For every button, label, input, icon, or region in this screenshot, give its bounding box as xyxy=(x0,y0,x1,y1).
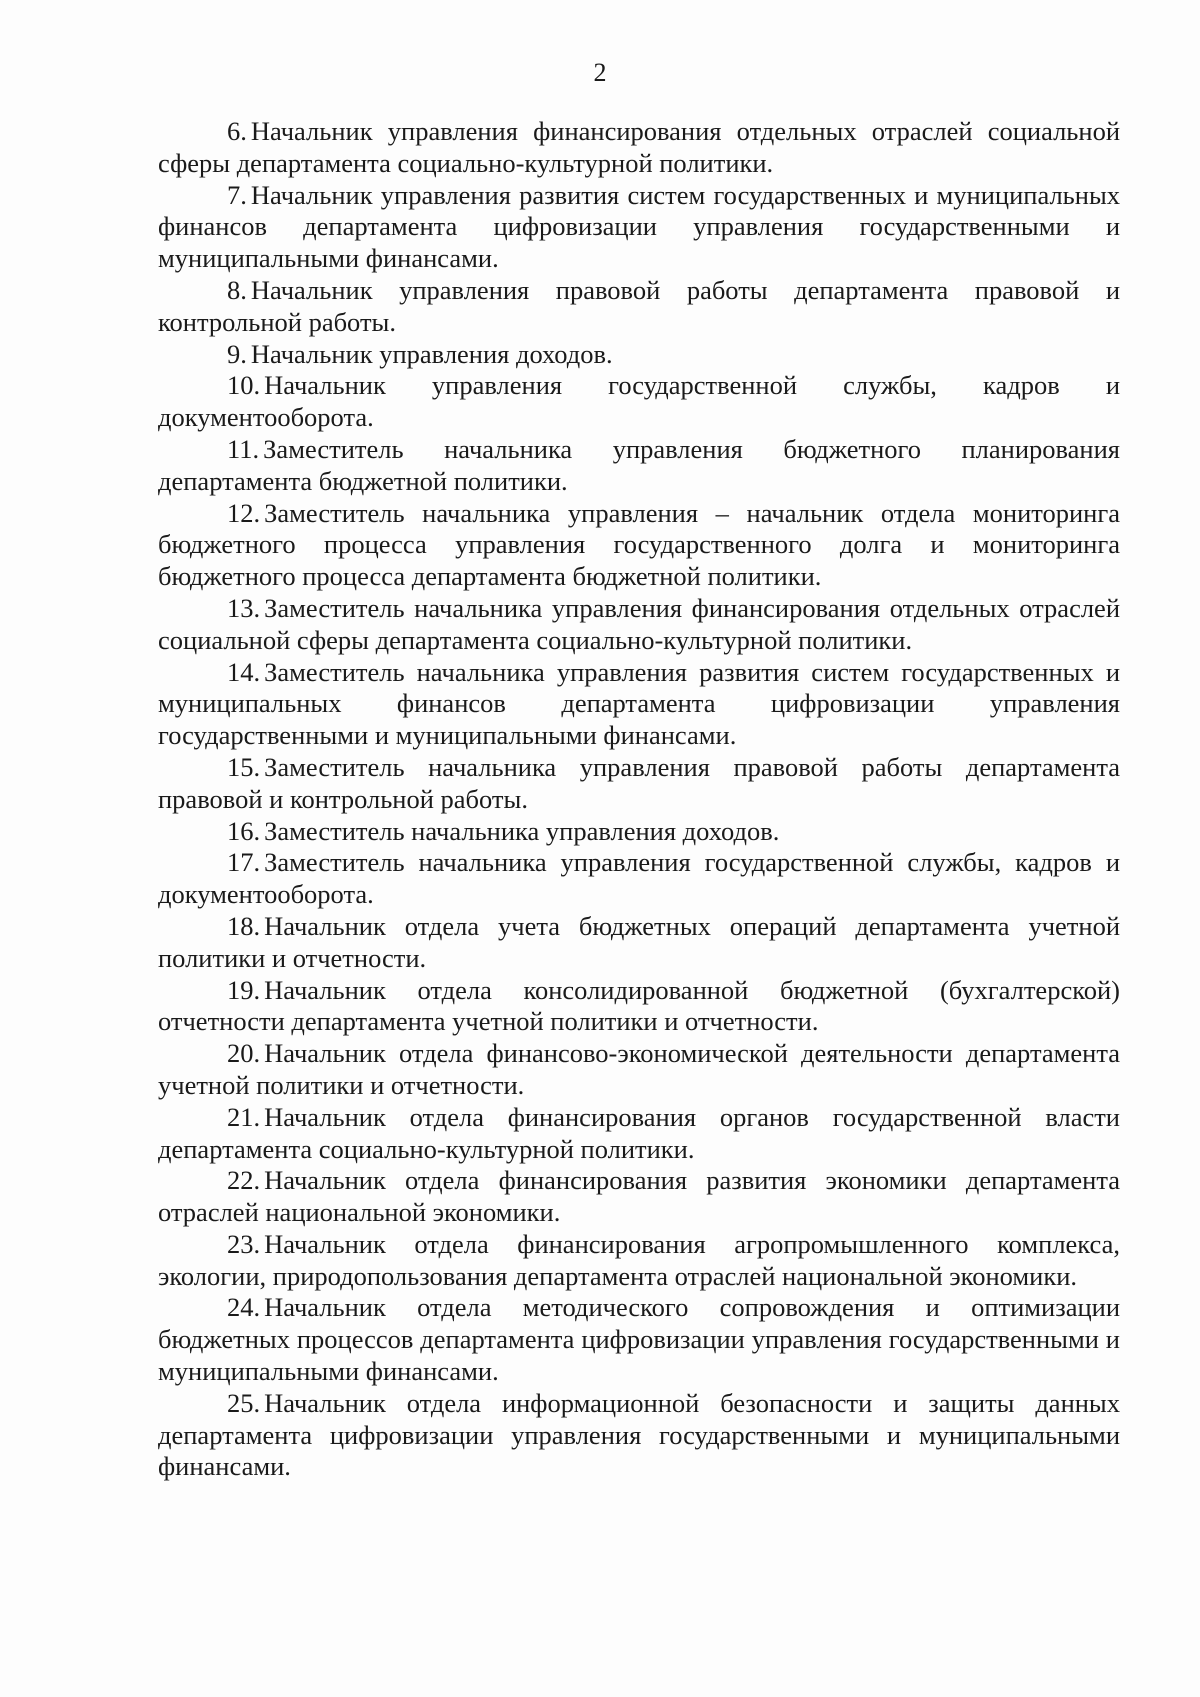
list-item-number: 16. xyxy=(227,815,261,846)
list-item-text: Начальник отдела финансирования органов государственной власти департамента социально-культурной политики. xyxy=(158,1101,1120,1164)
list-item xyxy=(158,1165,1120,1229)
list-item xyxy=(158,1102,1120,1166)
list-item xyxy=(158,434,1120,498)
list-item-number: 14. xyxy=(227,656,261,687)
list-item-text: Начальник управления доходов. xyxy=(250,338,613,369)
list-item-number: 8. xyxy=(227,274,247,305)
list-item-number: 19. xyxy=(227,974,261,1005)
list-item xyxy=(158,1038,1120,1102)
position-list xyxy=(158,116,1120,1483)
list-item xyxy=(158,339,1120,371)
list-item xyxy=(158,116,1120,180)
list-item-text: Заместитель начальника управления доходов. xyxy=(264,815,780,846)
list-item-number: 12. xyxy=(227,497,261,528)
list-item xyxy=(158,847,1120,911)
list-item-text: Начальник отдела консолидированной бюджетной (бухгалтерской) отчетности департамента учетной политики и отчетности. xyxy=(158,974,1120,1037)
list-item xyxy=(158,657,1120,752)
list-item-number: 11. xyxy=(227,433,260,464)
list-item xyxy=(158,180,1120,275)
list-item-text: Начальник управления финансирования отдельных отраслей социальной сферы департамента социально-культурной политики. xyxy=(158,116,1120,178)
list-item-text: Начальник управления развития систем государственных и муниципальных финансов департамента цифровизации управления государственными и муниципальными финансами. xyxy=(158,179,1120,274)
list-item-text: Начальник управления правовой работы департамента правовой и контрольной работы. xyxy=(158,274,1120,337)
list-item-text: Начальник управления государственной службы, кадров и документооборота. xyxy=(158,370,1120,433)
list-item-text: Заместитель начальника управления правовой работы департамента правовой и контрольной работы. xyxy=(158,751,1120,814)
list-item xyxy=(158,1229,1120,1293)
list-item xyxy=(158,275,1120,339)
list-item xyxy=(158,1388,1120,1483)
list-item-number: 21. xyxy=(227,1101,261,1132)
list-item-text: Начальник отдела финансирования агропромышленного комплекса, экологии, природопользования департамента отраслей национальной экономики. xyxy=(158,1228,1120,1291)
list-item-number: 13. xyxy=(227,592,261,623)
list-item xyxy=(158,370,1120,434)
list-item-number: 23. xyxy=(227,1228,261,1259)
list-item xyxy=(158,593,1120,657)
list-item-text: Начальник отдела методического сопровождения и оптимизации бюджетных процессов департамента цифровизации управления государственными и муниципальными финансами. xyxy=(158,1292,1120,1387)
page-number: 2 xyxy=(593,58,607,87)
list-item-number: 15. xyxy=(227,751,261,782)
list-item xyxy=(158,752,1120,816)
list-item-text: Заместитель начальника управления бюджетного планирования департамента бюджетной политики. xyxy=(158,433,1120,496)
list-item-number: 9. xyxy=(227,338,247,369)
list-item-text: Начальник отдела информационной безопасности и защиты данных департамента цифровизации управления государственными и муниципальными финансами. xyxy=(158,1387,1120,1482)
list-item-text: Заместитель начальника управления – начальник отдела мониторинга бюджетного процесса управления государственного долга и мониторинга бюджетного процесса департамента бюджетной политики. xyxy=(158,497,1120,592)
list-item-text: Начальник отдела учета бюджетных операций департамента учетной политики и отчетности. xyxy=(158,910,1120,973)
list-item-text: Начальник отдела финансово-экономической деятельности департамента учетной политики и отчетности. xyxy=(158,1038,1120,1100)
list-item xyxy=(158,911,1120,975)
list-item-number: 18. xyxy=(227,910,261,941)
list-item-text: Заместитель начальника управления государственной службы, кадров и документооборота. xyxy=(158,847,1120,910)
list-item-text: Начальник отдела финансирования развития экономики департамента отраслей национальной экономики. xyxy=(158,1165,1120,1228)
list-item xyxy=(158,975,1120,1039)
list-item-number: 20. xyxy=(227,1038,261,1069)
list-item-number: 25. xyxy=(227,1387,261,1418)
list-item-number: 10. xyxy=(227,370,261,401)
list-item-number: 24. xyxy=(227,1292,261,1323)
list-item xyxy=(158,816,1120,848)
list-item-number: 6. xyxy=(227,116,247,146)
list-item-number: 7. xyxy=(227,179,247,210)
list-item xyxy=(158,498,1120,593)
list-item-number: 17. xyxy=(227,847,261,878)
list-item-number: 22. xyxy=(227,1165,261,1196)
list-item-text: Заместитель начальника управления финансирования отдельных отраслей социальной сферы департамента социально-культурной политики. xyxy=(158,592,1120,655)
list-item xyxy=(158,1292,1120,1387)
list-item-text: Заместитель начальника управления развития систем государственных и муниципальных финансов департамента цифровизации управления государственными и муниципальными финансами. xyxy=(158,656,1120,751)
